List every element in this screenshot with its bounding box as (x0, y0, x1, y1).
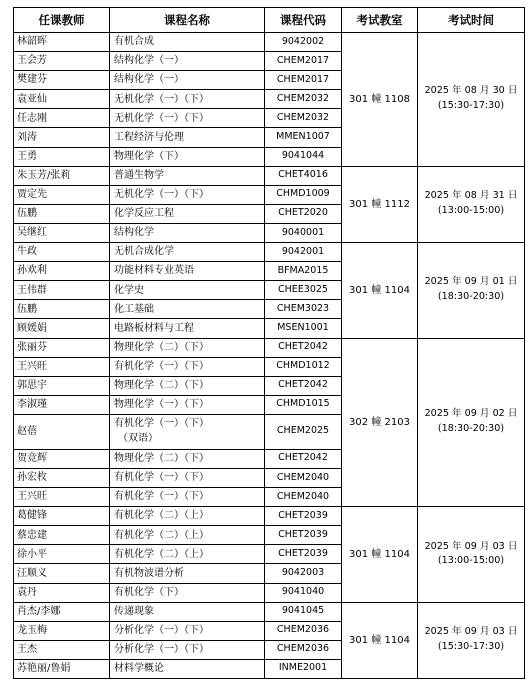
course-code-cell: CHET2039 (265, 526, 342, 545)
course-code-cell: BFMA2015 (265, 262, 342, 281)
course-code-cell: INME2001 (265, 659, 342, 678)
course-name-line2: （双语） (118, 432, 158, 444)
course-code-cell: CHET2042 (265, 376, 342, 395)
course-name-cell: 工程经济与伦理 (110, 128, 265, 147)
table-row (14, 507, 525, 526)
exam-room-cell: 301 幢 1112 (342, 166, 418, 242)
teacher-cell: 徐小平 (14, 545, 110, 564)
course-name-cell: 结构化学 (110, 223, 265, 242)
header-teacher: 任课教师 (14, 8, 110, 33)
course-code-cell: MSEN1001 (265, 319, 342, 338)
course-name-cell: 化学反应工程 (110, 204, 265, 223)
header-row (14, 8, 525, 33)
course-code-cell: CHET2039 (265, 545, 342, 564)
course-code-cell: CHEM2032 (265, 109, 342, 128)
course-code-cell: CHMD1012 (265, 357, 342, 376)
course-name-cell: 化学史 (110, 281, 265, 300)
course-name-cell: 有机化学（一）（下） (110, 468, 265, 487)
teacher-cell: 赵蓓 (14, 414, 110, 449)
course-name-cell: 普通生物学 (110, 166, 265, 185)
course-name-cell: 无机化学（一）（下） (110, 90, 265, 109)
schedule-body (14, 33, 525, 679)
teacher-cell: 孙欢利 (14, 262, 110, 281)
teacher-cell: 王会芳 (14, 52, 110, 71)
teacher-cell: 葛健锋 (14, 507, 110, 526)
course-name-text (114, 417, 264, 446)
teacher-cell: 贾定先 (14, 185, 110, 204)
course-name-cell: 物理化学（下） (110, 147, 265, 166)
exam-schedule-table (13, 7, 525, 679)
teacher-cell: 吴继红 (14, 223, 110, 242)
exam-time-cell: 2025 年 08 月 30 日(15:30-17:30) (418, 33, 525, 167)
exam-room-cell: 301 幢 1104 (342, 243, 418, 338)
course-name-cell: 物理化学（二）（下） (110, 338, 265, 357)
course-code-cell: CHEM2017 (265, 52, 342, 71)
exam-time-cell: 2025 年 09 月 02 日(18:30-20:30) (418, 338, 525, 507)
course-code-cell: CHEM2036 (265, 621, 342, 640)
course-code-cell: CHEM2040 (265, 488, 342, 507)
teacher-cell: 苏艳丽/鲁娟 (14, 659, 110, 678)
header-code: 课程代码 (265, 8, 342, 33)
table-row (14, 602, 525, 621)
course-code-cell: 9042003 (265, 564, 342, 583)
header-course: 课程名称 (110, 8, 265, 33)
course-code-cell: CHEM2040 (265, 468, 342, 487)
course-name-cell: 物理化学（一）（下） (110, 395, 265, 414)
course-name-cell: 有机化学（一）（下） (110, 488, 265, 507)
course-name-cell (110, 414, 265, 449)
teacher-cell: 林韶晖 (14, 33, 110, 52)
teacher-cell: 孙宏枚 (14, 468, 110, 487)
teacher-cell: 肖杰/李娜 (14, 602, 110, 621)
course-code-cell: CHET2020 (265, 204, 342, 223)
course-code-cell: CHMD1015 (265, 395, 342, 414)
header-room: 考试教室 (342, 8, 418, 33)
exam-time-cell: 2025 年 09 月 01 日(18:30-20:30) (418, 243, 525, 338)
teacher-cell: 顾媛娟 (14, 319, 110, 338)
table-row (14, 243, 525, 262)
teacher-cell: 朱玉芳/张莉 (14, 166, 110, 185)
table-row (14, 338, 525, 357)
course-name-line1: 有机化学（一）（下） (114, 418, 209, 430)
teacher-cell: 李淑瑾 (14, 395, 110, 414)
course-name-cell: 有机化学（下） (110, 583, 265, 602)
table-row (14, 33, 525, 52)
course-name-cell: 无机化学（一）（下） (110, 185, 265, 204)
teacher-cell: 伍鹏 (14, 300, 110, 319)
teacher-cell: 王勇 (14, 147, 110, 166)
course-code-cell: CHET2042 (265, 338, 342, 357)
course-name-cell: 无机化学（一）（下） (110, 109, 265, 128)
course-code-cell: 9041040 (265, 583, 342, 602)
course-code-cell: 9041045 (265, 602, 342, 621)
teacher-cell: 牛政 (14, 243, 110, 262)
teacher-cell: 汪顺义 (14, 564, 110, 583)
exam-room-cell: 301 幢 1108 (342, 33, 418, 167)
teacher-cell: 任志刚 (14, 109, 110, 128)
teacher-cell: 贺竞辉 (14, 449, 110, 468)
course-name-cell: 材料学概论 (110, 659, 265, 678)
course-name-cell: 分析化学（一）（下） (110, 621, 265, 640)
course-name-cell: 物理化学（二）（下） (110, 449, 265, 468)
teacher-cell: 郭思宇 (14, 376, 110, 395)
teacher-cell: 王兴旺 (14, 488, 110, 507)
exam-time-cell: 2025 年 09 月 03 日(15:30-17:30) (418, 602, 525, 678)
course-code-cell: CHEM2032 (265, 90, 342, 109)
teacher-cell: 王伟群 (14, 281, 110, 300)
course-code-cell: 9040001 (265, 223, 342, 242)
course-name-cell: 有机化学（二）（上） (110, 545, 265, 564)
course-name-cell: 有机合成 (110, 33, 265, 52)
course-code-cell: CHET2039 (265, 507, 342, 526)
course-code-cell: CHET4016 (265, 166, 342, 185)
course-name-cell: 有机化学（二）（上） (110, 526, 265, 545)
course-code-cell: CHEE3025 (265, 281, 342, 300)
course-name-cell: 有机化学（一）（下） (110, 357, 265, 376)
exam-room-cell: 301 幢 1104 (342, 507, 418, 602)
teacher-cell: 王兴旺 (14, 357, 110, 376)
course-name-cell: 物理化学（二）（下） (110, 376, 265, 395)
course-code-cell: 9042001 (265, 243, 342, 262)
header-time: 考试时间 (418, 8, 525, 33)
course-name-cell: 无机合成化学 (110, 243, 265, 262)
exam-time-cell: 2025 年 08 月 31 日(13:00-15:00) (418, 166, 525, 242)
course-name-cell: 结构化学（一） (110, 71, 265, 90)
teacher-cell: 袁亚仙 (14, 90, 110, 109)
course-name-cell: 传递现象 (110, 602, 265, 621)
course-name-cell: 有机化学（二）（上） (110, 507, 265, 526)
exam-room-cell: 302 幢 2103 (342, 338, 418, 507)
table-row (14, 166, 525, 185)
course-code-cell: 9041044 (265, 147, 342, 166)
teacher-cell: 伍鹏 (14, 204, 110, 223)
course-name-cell: 功能材料专业英语 (110, 262, 265, 281)
course-code-cell: CHEM2036 (265, 640, 342, 659)
course-name-cell: 电路板材料与工程 (110, 319, 265, 338)
exam-time-cell: 2025 年 09 月 03 日(13:00-15:00) (418, 507, 525, 602)
teacher-cell: 龙玉梅 (14, 621, 110, 640)
exam-room-cell: 301 幢 1104 (342, 602, 418, 678)
course-code-cell: CHEM2017 (265, 71, 342, 90)
course-code-cell: CHMD1009 (265, 185, 342, 204)
teacher-cell: 蔡忠建 (14, 526, 110, 545)
teacher-cell: 袁丹 (14, 583, 110, 602)
exam-schedule-sheet (13, 7, 525, 679)
teacher-cell: 张丽芬 (14, 338, 110, 357)
teacher-cell: 刘涛 (14, 128, 110, 147)
course-name-cell: 有机物波谱分析 (110, 564, 265, 583)
course-code-cell: 9042002 (265, 33, 342, 52)
course-name-cell: 结构化学（一） (110, 52, 265, 71)
course-name-cell: 化工基础 (110, 300, 265, 319)
teacher-cell: 王杰 (14, 640, 110, 659)
teacher-cell: 樊建芬 (14, 71, 110, 90)
course-code-cell: CHEM2025 (265, 414, 342, 449)
course-name-cell: 分析化学（一）（下） (110, 640, 265, 659)
course-code-cell: CHEM3023 (265, 300, 342, 319)
course-code-cell: MMEN1007 (265, 128, 342, 147)
course-code-cell: CHET2042 (265, 449, 342, 468)
